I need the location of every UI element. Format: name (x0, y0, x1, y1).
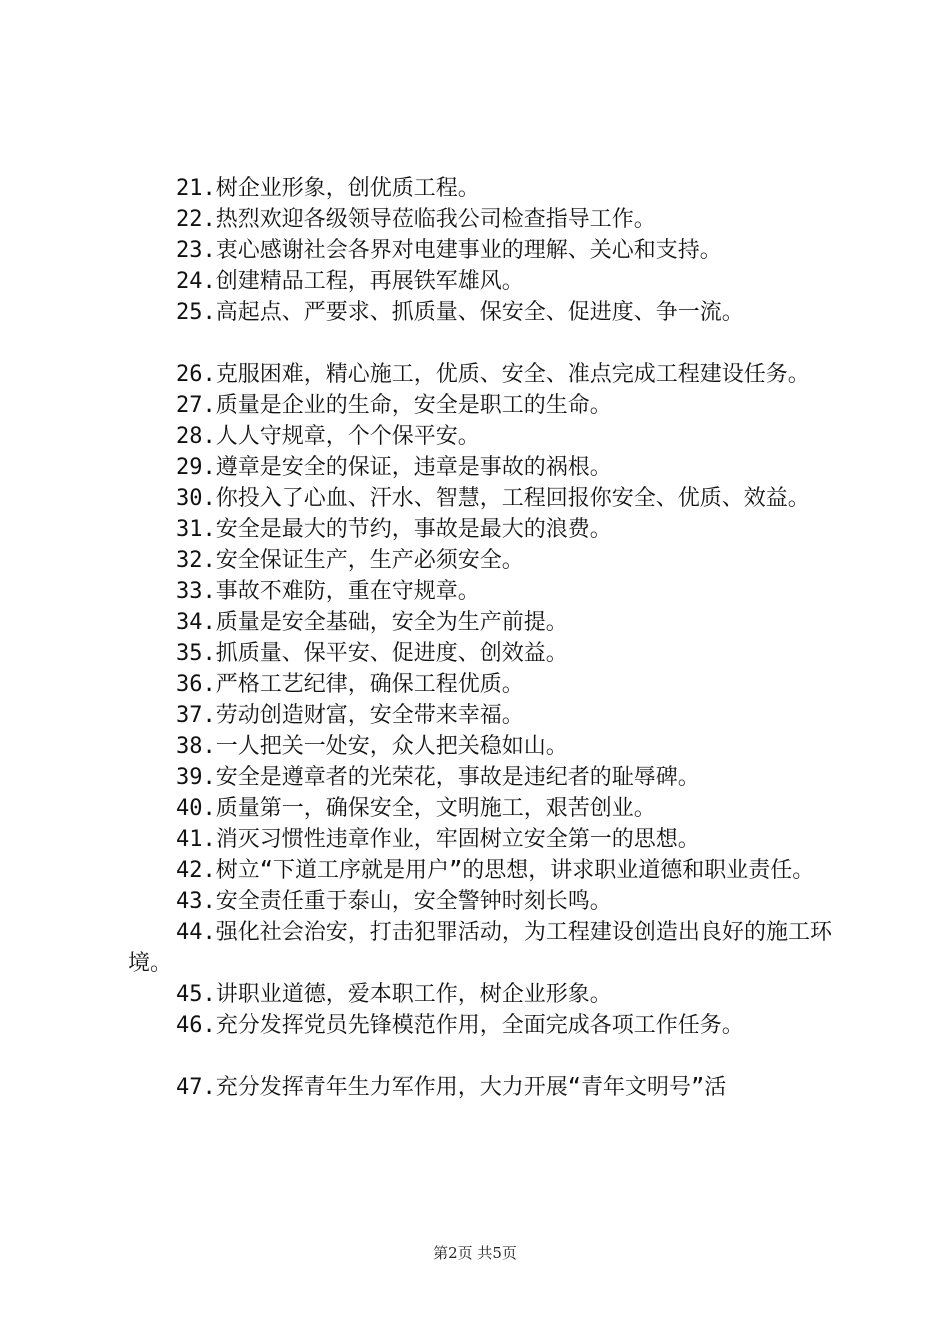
list-item: 30.你投入了心血、汗水、智慧，工程回报你安全、优质、效益。 (176, 486, 810, 511)
list-item: 40.质量第一，确保安全，文明施工，艰苦创业。 (176, 796, 656, 821)
list-item: 41.消灭习惯性违章作业，牢固树立安全第一的思想。 (176, 827, 700, 852)
list-item: 25.高起点、严要求、抓质量、保安全、促进度、争一流。 (176, 300, 744, 325)
page-footer: 第2页 共5页 (433, 1244, 517, 1262)
list-item: 46.充分发挥党员先锋模范作用，全面完成各项工作任务。 (176, 1013, 744, 1038)
list-item: 23.衷心感谢社会各界对电建事业的理解、关心和支持。 (176, 238, 722, 263)
list-item: 37.劳动创造财富，安全带来幸福。 (176, 703, 524, 728)
list-item: 28.人人守规章，个个保平安。 (176, 424, 480, 449)
list-item: 44.强化社会治安，打击犯罪活动，为工程建设创造出良好的施工环境。 (128, 920, 832, 976)
list-item: 22.热烈欢迎各级领导莅临我公司检查指导工作。 (176, 207, 656, 232)
list-item: 35.抓质量、保平安、促进度、创效益。 (176, 641, 568, 666)
list-item: 33.事故不难防，重在守规章。 (176, 579, 480, 604)
list-item: 39.安全是遵章者的光荣花，事故是违纪者的耻辱碑。 (176, 765, 700, 790)
list-item: 34.质量是安全基础，安全为生产前提。 (176, 610, 568, 635)
list-item: 31.安全是最大的节约，事故是最大的浪费。 (176, 517, 612, 542)
list-item: 36.严格工艺纪律，确保工程优质。 (176, 672, 524, 697)
list-item: 47.充分发挥青年生力军作用，大力开展“青年文明号”活 (176, 1075, 727, 1100)
list-item: 38.一人把关一处安，众人把关稳如山。 (176, 734, 568, 759)
list-item: 29.遵章是安全的保证，违章是事故的祸根。 (176, 455, 612, 480)
list-item: 32.安全保证生产，生产必须安全。 (176, 548, 524, 573)
list-item: 45.讲职业道德，爱本职工作，树企业形象。 (176, 982, 612, 1007)
list-item: 27.质量是企业的生命，安全是职工的生命。 (176, 393, 612, 418)
document-body (128, 173, 832, 1103)
list-item: 26.克服困难，精心施工，优质、安全、准点完成工程建设任务。 (176, 362, 810, 387)
list-item: 42.树立“下道工序就是用户”的思想，讲求职业道德和职业责任。 (176, 858, 815, 883)
list-item: 21.树企业形象，创优质工程。 (176, 176, 480, 201)
list-item: 43.安全责任重于泰山，安全警钟时刻长鸣。 (176, 889, 612, 914)
list-item: 24.创建精品工程，再展铁军雄风。 (176, 269, 524, 294)
